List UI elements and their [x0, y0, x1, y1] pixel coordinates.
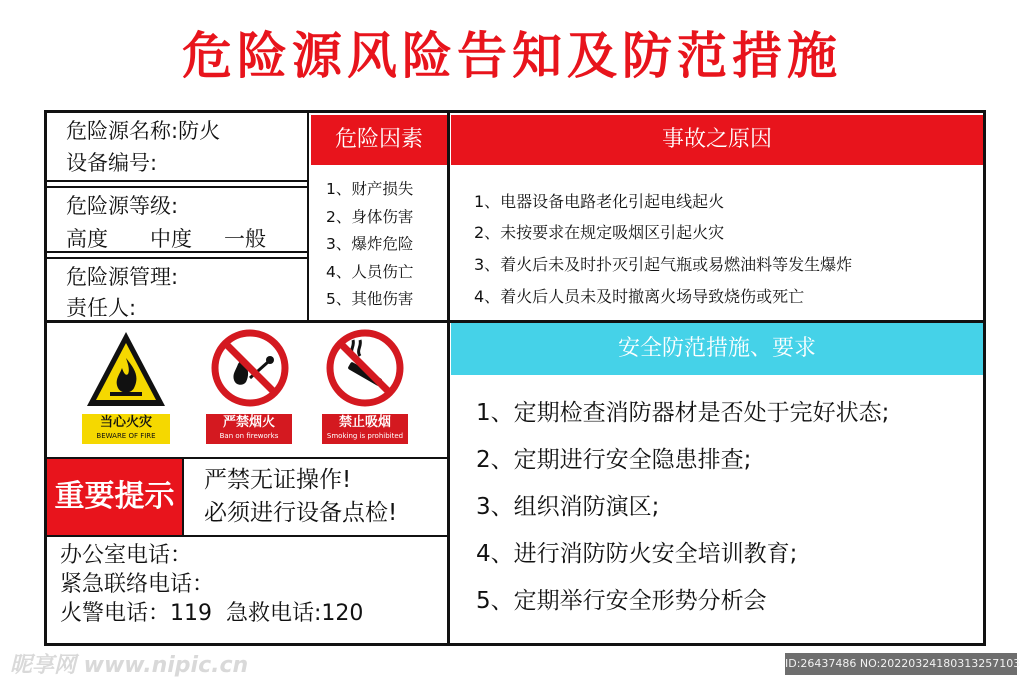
level-option-medium: 中度: [150, 227, 192, 251]
divider: [47, 180, 307, 182]
level-option-general: 一般: [224, 227, 266, 251]
device-number-label: 设备编号:: [66, 151, 158, 175]
hazard-name-label: 危险源名称:防火: [66, 119, 221, 143]
emergency-phone-label: 紧急联络电话：: [60, 572, 215, 597]
sign-caption-en: Smoking is prohibited: [326, 432, 404, 440]
divider: [182, 459, 184, 535]
hazard-item: 4、人员伤亡: [326, 262, 414, 281]
sign-caption-en: Ban on fireworks: [219, 432, 279, 440]
notice-line: 必须进行设备点检!: [204, 500, 398, 526]
cause-item: 4、着火后人员未及时撤离火场导致烧伤或死亡: [474, 287, 805, 306]
sign-beware-of-fire: [82, 328, 170, 446]
responsible-person-label: 责任人:: [66, 296, 137, 320]
hazard-item: 5、其他伤害: [326, 290, 414, 308]
watermark-site: 昵享网 www.nipic.cn: [10, 653, 249, 678]
no-fireworks-icon: [210, 328, 290, 408]
fire-emergency-phones: 火警电话：119 急救电话:120: [60, 601, 364, 626]
sign-caption-cn: 禁止吸烟: [338, 415, 391, 430]
sign-caption-en: BEWARE OF FIRE: [96, 432, 156, 440]
divider: [307, 113, 309, 321]
hazard-level-label: 危险源等级:: [66, 194, 179, 218]
watermark-id: ID:26437486 NO:20220324180313257103: [785, 653, 1017, 675]
measure-item: 1、定期检查消防器材是否处于完好状态;: [476, 400, 890, 426]
causes-header: 事故之原因: [451, 115, 983, 165]
measure-item: 3、组织消防演区;: [476, 494, 660, 520]
level-option-high: 高度: [66, 227, 108, 251]
sign-caption-cn: 当心火灾: [99, 415, 152, 430]
divider: [47, 186, 307, 188]
sign-ban-on-fireworks: [206, 328, 292, 446]
cause-item: 3、着火后未及时扑灭引起气瓶或易燃油料等发生爆炸: [474, 255, 853, 274]
sign-caption-cn: 严禁烟火: [222, 415, 275, 430]
notice-line: 严禁无证操作!: [204, 467, 352, 493]
hazard-item: 3、爆炸危险: [326, 235, 414, 253]
office-phone-label: 办公室电话：: [60, 543, 193, 568]
divider: [447, 113, 450, 643]
important-notice-label: 重要提示: [47, 459, 182, 535]
cause-item: 2、未按要求在规定吸烟区引起火灾: [474, 223, 725, 242]
divider: [47, 257, 307, 259]
measure-item: 4、进行消防防火安全培训教育;: [476, 541, 798, 567]
hazard-management-label: 危险源管理:: [66, 265, 179, 289]
divider: [47, 535, 447, 537]
sign-no-smoking: [322, 328, 408, 446]
measure-item: 2、定期进行安全隐患排查;: [476, 447, 752, 473]
measures-header: 安全防范措施、要求: [451, 323, 983, 375]
cause-item: 1、电器设备电路老化引起电线起火: [474, 192, 725, 211]
hazards-header: 危险因素: [311, 115, 447, 165]
hazard-item: 1、财产损失: [326, 180, 414, 198]
no-smoking-icon: [325, 328, 405, 408]
page-title: 危险源风险告知及防范措施: [182, 27, 842, 85]
fire-warning-icon: [84, 328, 168, 412]
measure-item: 5、定期举行安全形势分析会: [476, 588, 767, 614]
hazard-item: 2、身体伤害: [326, 207, 414, 226]
